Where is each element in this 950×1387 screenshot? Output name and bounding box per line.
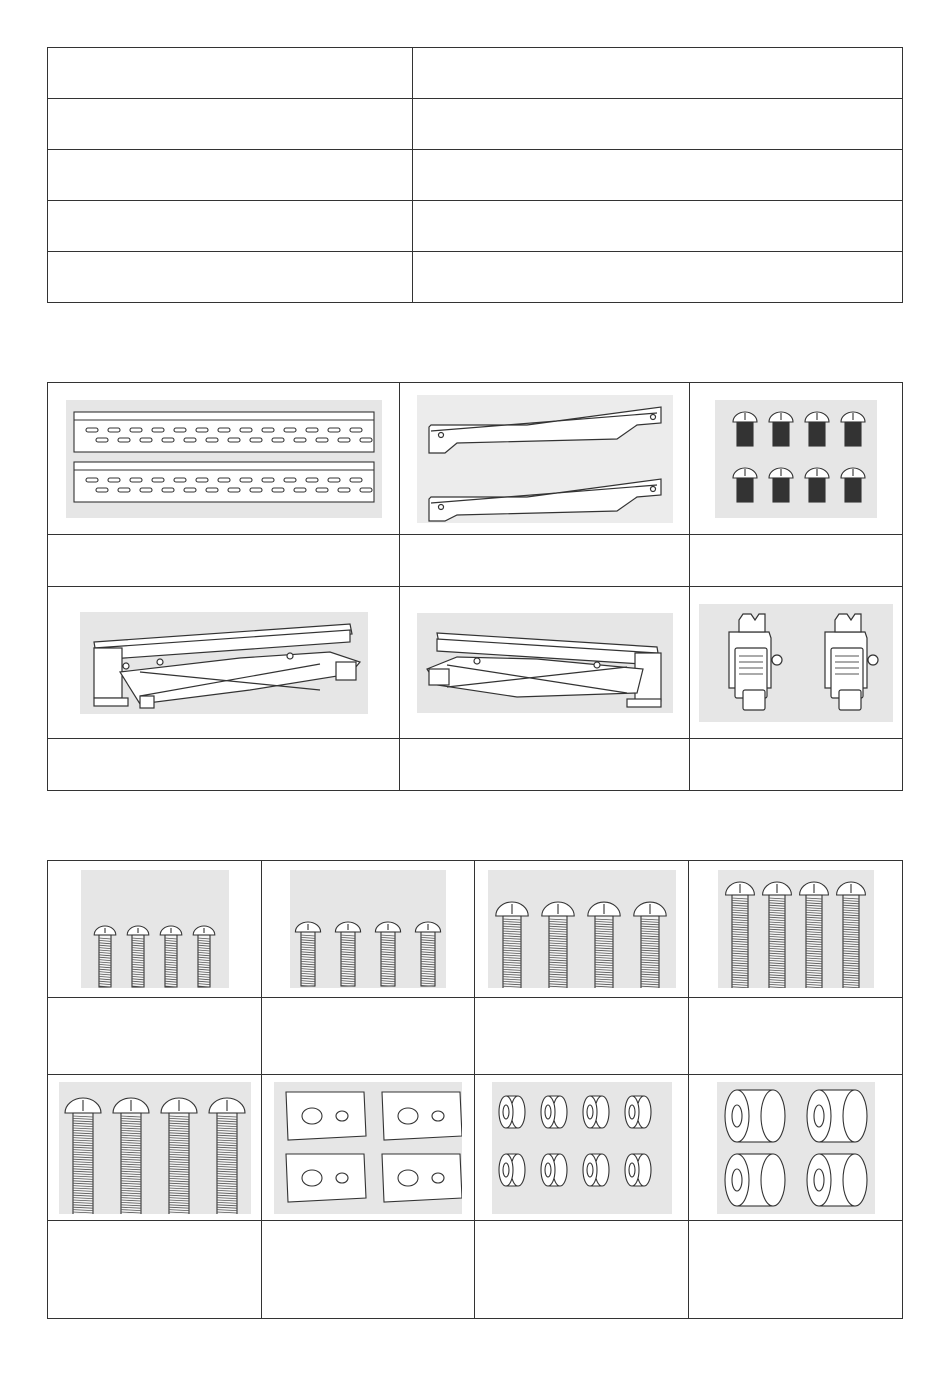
small-spacer-icon [492, 1082, 672, 1214]
spec-row [48, 150, 903, 201]
spec-row [48, 201, 903, 252]
parts-label-row [48, 739, 903, 791]
part-cell [400, 383, 690, 535]
hardware-label [48, 1221, 262, 1319]
extra-long-bolt-icon [59, 1082, 251, 1214]
short-bolt-icon [81, 870, 229, 988]
part-label [690, 535, 903, 587]
part-cell [690, 383, 903, 535]
spec-label [48, 201, 413, 252]
small-screw-set-icon [715, 400, 877, 518]
part-cell [400, 587, 690, 739]
hardware-cell [262, 861, 475, 998]
hardware-label [475, 1221, 689, 1319]
hardware-image-row [48, 1075, 903, 1221]
part-cell [48, 383, 400, 535]
crossbar-icon [417, 395, 673, 523]
hardware-cell [475, 861, 689, 998]
hardware-cell [689, 1075, 903, 1221]
short-bolt-icon [290, 870, 446, 988]
spec-label [48, 48, 413, 99]
washer-plate-icon [274, 1082, 462, 1214]
parts-label-row [48, 535, 903, 587]
hardware-label [262, 998, 475, 1075]
spec-value [413, 99, 903, 150]
articulating-arm-left-icon [80, 612, 368, 714]
hardware-cell [689, 861, 903, 998]
part-label [400, 535, 690, 587]
hardware-image-row [48, 861, 903, 998]
spec-label [48, 150, 413, 201]
hardware-label-row [48, 1221, 903, 1319]
part-label [48, 739, 400, 791]
hardware-label [48, 998, 262, 1075]
medium-bolt-icon [488, 870, 676, 988]
spec-value [413, 201, 903, 252]
hardware-label [689, 998, 903, 1075]
spec-row [48, 48, 903, 99]
large-spacer-icon [717, 1082, 875, 1214]
hardware-table [47, 860, 903, 1319]
spec-value [413, 48, 903, 99]
spec-label [48, 252, 413, 303]
spec-table [47, 47, 903, 303]
part-cell [48, 587, 400, 739]
hardware-label [689, 1221, 903, 1319]
hardware-label [262, 1221, 475, 1319]
hardware-label [475, 998, 689, 1075]
spec-label [48, 99, 413, 150]
spec-row [48, 99, 903, 150]
hardware-label-row [48, 998, 903, 1075]
articulating-arm-right-icon [417, 613, 673, 713]
part-label [400, 739, 690, 791]
wall-rail-icon [66, 400, 382, 518]
spec-value [413, 150, 903, 201]
spec-value [413, 252, 903, 303]
spec-row [48, 252, 903, 303]
parts-image-row [48, 383, 903, 535]
part-label [690, 739, 903, 791]
hardware-cell [48, 1075, 262, 1221]
part-cell [690, 587, 903, 739]
hardware-cell [48, 861, 262, 998]
long-bolt-icon [718, 870, 874, 988]
safety-lock-bracket-icon [699, 604, 893, 722]
hardware-cell [475, 1075, 689, 1221]
part-label [48, 535, 400, 587]
parts-table [47, 382, 903, 791]
parts-image-row [48, 587, 903, 739]
hardware-cell [262, 1075, 475, 1221]
